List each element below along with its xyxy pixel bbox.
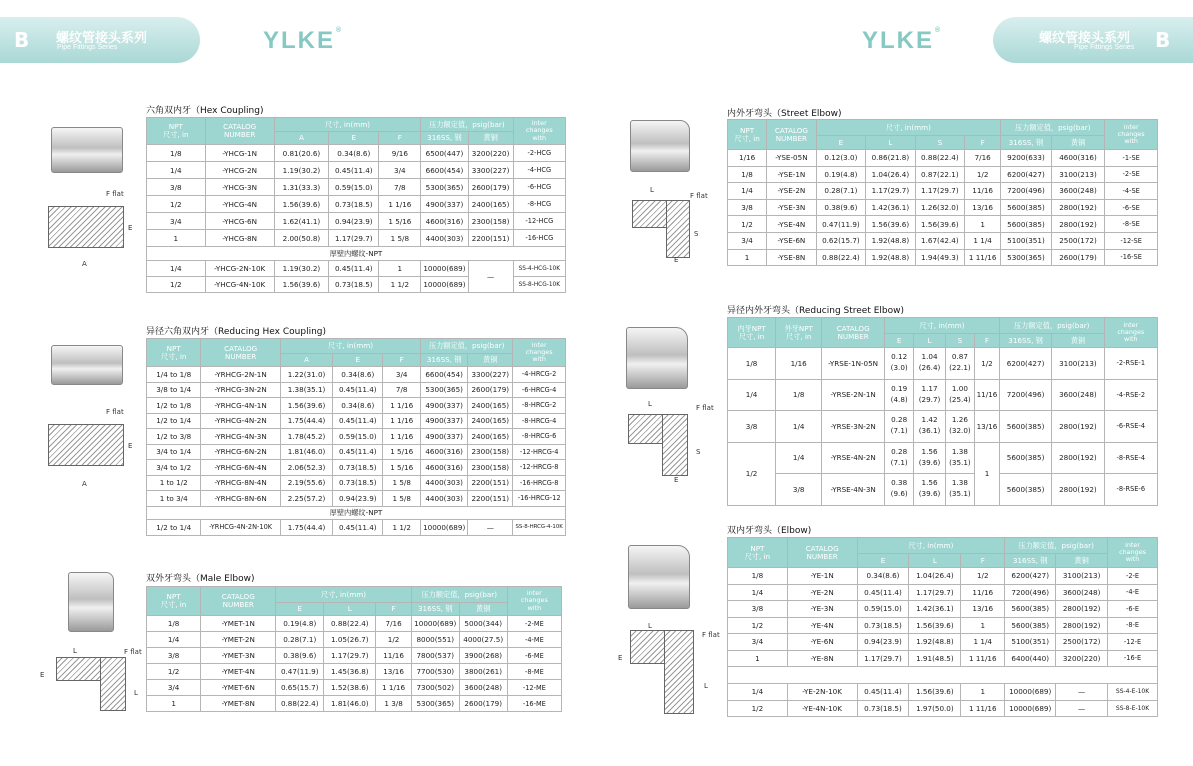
table-row: 1/8 -YE-1N 0.34(8.6) 1.04(26.4) 1/2 6200(427) 3100(213) -2-E	[728, 568, 1158, 585]
header-right-tab	[993, 17, 1193, 63]
table-row: 1/4 -YE-2N-10K 0.45(11.4) 1.56(39.6) 1 10000(689) — SS-4-E-10K	[728, 684, 1158, 701]
elbow-table: NPT 尺寸, in CATALOG NUMBER 尺寸, in(mm) 压力额定值，psig(bar) inter changes with E L F 316SS, 钢 黄铜 1/8 -YE-1N 0.34(8.6) 1.04(26.4) 1/2 6200(427) 3100(213) -2-E 1/4 -YE-2N 0.45(11.4) 1.17(29.7) 11/16 7200(496) 3600(248) -4-E 3/8 -YE-3N 0.59(15.0) 1.42(36.1) 13/16 5600(385) 2800(192) -6-E 1/2 -YE-4N 0.73(18.5) 1.56(39.6) 1 5600(385) 2800(192) -8-E 3/4 -YE-6N 0.94(23.9) 1.92(48.8) 1 1/4 5100(351) 2500(172) -12-E 1 -YE-8N 1.17(29.7) 1.91(48.5) 1 11/16 6400(440) 3200(220) -16-E 1/4 -YE-2N-10K 0.45(11.4) 1.56(39.6) 1 10000(689) — SS-4-E-10K 1/2 -YE-4N-10K 0.73(18.5) 1.97(50.0) 1 11/16 10000(689) — SS-8-E-10K	[727, 537, 1158, 717]
table-row: 1/4 1/8 -YRSE-2N-1N 0.19 (4.8) 1.17 (29.7) 1.00 (25.4) 11/16 7200(496) 3600(248) -4-RSE-2	[728, 379, 1158, 411]
brand-logo-right: YLKE®	[862, 27, 943, 54]
table-row: 1/4 -YHCG-2N 1.19(30.2) 0.45(11.4) 3/4 6600(454) 3300(227) -4-HCG	[147, 162, 566, 179]
table-row: 1/2 to 1/4 -YRHCG-4N-2N-10K 1.75(44.4) 0.45(11.4) 1 1/2 10000(689) — SS-8-HRCG-4-10K	[147, 519, 566, 535]
street-elbow-drawing: F flat L S E	[626, 184, 726, 266]
table-row: 1 to 1/2 -YRHCG-8N-4N 2.19(55.6) 0.73(18.5) 1 5/8 4400(303) 2200(151) -16-HRCG-8	[147, 475, 566, 491]
table-row: 3/4 -YE-6N 0.94(23.9) 1.92(48.8) 1 1/4 5100(351) 2500(172) -12-E	[728, 634, 1158, 651]
reducing-street-table: 内牙NPT 尺寸, in 外牙NPT 尺寸, in CATALOG NUMBER 尺寸, in(mm) 压力额定值，psig(bar) inter changes with E L S F 316SS, 钢 黄铜 1/8 1/16 -YRSE-1N-05N 0.12 (3.0) 1.04 (26.4) 0.87 (22.1) 1/2 6200(427) 3100(213) -2-RSE-1 1/4 1/8 -YRSE-2N-1N 0.19 (4.8) 1.17 (29.7) 1.00 (25.4) 11/16 7200(496) 3600(248) -4-RSE-2 3/8 1/4 -YRSE-3N-2N 0.28 (7.1) 1.42 (36.1) 1.26 (32.0) 13/16 5600(385) 2800(192) -6-RSE-4 1/2 1/4 -YRSE-4N-2N 0.28 (7.1) 1.56 (39.6) 1.38 (35.1) 1 5600(385) 2800(192) -8-RSE-4 3/8 -YRSE-4N-3N 0.38 (9.6) 1.56 (39.6) 1.38 (35.1) 5600(385) 2800(192) -8-RSE-6	[727, 317, 1158, 506]
subheading-heavy-wall: 厚壁内螺纹-NPT	[147, 506, 566, 519]
reducing-street-drawing: F flat L S E	[622, 398, 728, 486]
table-row: 3/8 -YRSE-4N-3N 0.38 (9.6) 1.56 (39.6) 1.38 (35.1) 5600(385) 2800(192) -8-RSE-6	[728, 474, 1158, 506]
table-row: 3/8 to 1/4 -YRHCG-3N-2N 1.38(35.1) 0.45(11.4) 7/8 5300(365) 2600(179) -6-HRCG-4	[147, 382, 566, 398]
table-row: 3/8 1/4 -YRSE-3N-2N 0.28 (7.1) 1.42 (36.1) 1.26 (32.0) 13/16 5600(385) 2800(192) -6-RSE-4	[728, 411, 1158, 443]
subheading-heavy-wall: 厚壁内螺纹-NPT	[147, 247, 566, 261]
table-row: 1 -YE-8N 1.17(29.7) 1.91(48.5) 1 11/16 6400(440) 3200(220) -16-E	[728, 650, 1158, 667]
hex-coupling-table: NPT 尺寸, in CATALOG NUMBER 尺寸, in(mm) 压力额定值，psig(bar) inter changes with A E F 316SS, 钢 黄铜 1/8 -YHCG-1N 0.81(20.6) 0.34(8.6) 9/16 6500(447) 3200(220) -2-HCG 1/4 -YHCG-2N 1.19(30.2) 0.45(11.4) 3/4 6600(454) 3300(227) -4-HCG 3/8 -YHCG-3N 1.31(33.3) 0.59(15.0) 7/8 5300(365) 2600(179) -6-HCG 1/2 -YHCG-4N 1.56(39.6) 0.73(18.5) 1 1/16 4900(337) 2400(165) -8-HCG 3/4 -YHCG-6N 1.62(41.1) 0.94(23.9) 1 5/16 4600(316) 2300(158) -12-HCG 1 -YHCG-8N 2.00(50.8) 1.17(29.7) 1 5/8 4400(303) 2200(151) -16-HCG 厚壁内螺纹-NPT 1/4 -YHCG-2N-10K 1.19(30.2) 0.45(11.4) 1 10000(689) — SS-4-HCG-10K 1/2 -YHCG-4N-10K 1.56(39.6) 0.73(18.5) 1 1/2 10000(689) SS-8-HCG-10K	[146, 117, 566, 293]
table-row: 3/4 -YHCG-6N 1.62(41.1) 0.94(23.9) 1 5/16 4600(316) 2300(158) -12-HCG	[147, 213, 566, 230]
reducing-hex-table: NPT 尺寸, in CATALOG NUMBER 尺寸, in(mm) 压力额定值，psig(bar) inter changes with A E F 316SS, 钢 黄铜 1/4 to 1/8 -YRHCG-2N-1N 1.22(31.0) 0.34(8.6) 3/4 6600(454) 3300(227) -4-HRCG-2 3/8 to 1/4 -YRHCG-3N-2N 1.38(35.1) 0.45(11.4) 7/8 5300(365) 2600(179) -6-HRCG-4 1/2 to 1/8 -YRHCG-4N-1N 1.56(39.6) 0.34(8.6) 1 1/16 4900(337) 2400(165) -8-HRCG-2 1/2 to 1/4 -YRHCG-4N-2N 1.75(44.4) 0.45(11.4) 1 1/16 4900(337) 2400(165) -8-HRCG-4 1/2 to 3/8 -YRHCG-4N-3N 1.78(45.2) 0.59(15.0) 1 1/16 4900(337) 2400(165) -8-HRCG-6 3/4 to 1/4 -YRHCG-6N-2N 1.81(46.0) 0.45(11.4) 1 5/16 4600(316) 2300(158) -12-HRCG-4 3/4 to 1/2 -YRHCG-6N-4N 2.06(52.3) 0.73(18.5) 1 5/16 4600(316) 2300(158) -12-HRCG-8 1 to 1/2 -YRHCG-8N-4N 2.19(55.6) 0.73(18.5) 1 5/8 4400(303) 2200(151) -16-HRCG-8 1 to 3/4 -YRHCG-8N-6N 2.25(57.2) 0.94(23.9) 1 5/8 4400(303) 2200(151) -16-HRCG-12 厚壁内螺纹-NPT 1/2 to 1/4 -YRHCG-4N-2N-10K 1.75(44.4) 0.45(11.4) 1 1/2 10000(689) — SS-8-HRCG-4-10K	[146, 338, 566, 536]
brand-logo-left: YLKE®	[263, 27, 344, 54]
spacer-row	[728, 667, 1158, 684]
table-row: 3/4 to 1/4 -YRHCG-6N-2N 1.81(46.0) 0.45(11.4) 1 5/16 4600(316) 2300(158) -12-HRCG-4	[147, 444, 566, 460]
table-row: 1/2 -YSE-4N 0.47(11.9) 1.56(39.6) 1.56(39.6) 1 5600(385) 2800(192) -8-SE	[728, 216, 1158, 233]
hex-coupling-photo	[51, 127, 123, 173]
table-row: 3/8 -YE-3N 0.59(15.0) 1.42(36.1) 13/16 5600(385) 2800(192) -6-E	[728, 601, 1158, 618]
table-row: 1 -YSE-8N 0.88(22.4) 1.92(48.8) 1.94(49.3) 1 11/16 5300(365) 2600(179) -16-SE	[728, 249, 1158, 266]
table-row: 3/4 to 1/2 -YRHCG-6N-4N 2.06(52.3) 0.73(18.5) 1 5/16 4600(316) 2300(158) -12-HRCG-8	[147, 460, 566, 476]
table-row: 1/4 -YE-2N 0.45(11.4) 1.17(29.7) 11/16 7200(496) 3600(248) -4-E	[728, 584, 1158, 601]
table-row: 1/2 1/4 -YRSE-4N-2N 0.28 (7.1) 1.56 (39.6) 1.38 (35.1) 1 5600(385) 2800(192) -8-RSE-4	[728, 442, 1158, 474]
table-row: 3/8 -YSE-3N 0.38(9.6) 1.42(36.1) 1.26(32.0) 13/16 5600(385) 2800(192) -6-SE	[728, 199, 1158, 216]
table-row: 1 to 3/4 -YRHCG-8N-6N 2.25(57.2) 0.94(23.9) 1 5/8 4400(303) 2200(151) -16-HRCG-12	[147, 491, 566, 507]
table-row: 1/2 to 3/8 -YRHCG-4N-3N 1.78(45.2) 0.59(15.0) 1 1/16 4900(337) 2400(165) -8-HRCG-6	[147, 429, 566, 445]
series-title-en: Pipe Fittings Series	[57, 44, 118, 51]
table-row: 1/8 -YSE-1N 0.19(4.8) 1.04(26.4) 0.87(22.1) 1/2 6200(427) 3100(213) -2-SE	[728, 166, 1158, 183]
table-row: 1/2 -YMET-4N 0.47(11.9) 1.45(36.8) 13/16 7700(530) 3800(261) -8-ME	[147, 664, 562, 680]
table-row: 3/8 -YHCG-3N 1.31(33.3) 0.59(15.0) 7/8 5300(365) 2600(179) -6-HCG	[147, 179, 566, 196]
table-row: 1/4 to 1/8 -YRHCG-2N-1N 1.22(31.0) 0.34(8.6) 3/4 6600(454) 3300(227) -4-HRCG-2	[147, 367, 566, 383]
table-row: 1/8 1/16 -YRSE-1N-05N 0.12 (3.0) 1.04 (26.4) 0.87 (22.1) 1/2 6200(427) 3100(213) -2-RSE-1	[728, 348, 1158, 380]
table-row: 1/4 -YMET-2N 0.28(7.1) 1.05(26.7) 1/2 8000(551) 4000(27.5) -4-ME	[147, 632, 562, 648]
header-left-tab	[0, 17, 200, 63]
section-title-male-elbow: 双外牙弯头（Male Elbow)	[146, 574, 255, 584]
table-row: 1/8 -YHCG-1N 0.81(20.6) 0.34(8.6) 9/16 6500(447) 3200(220) -2-HCG	[147, 145, 566, 162]
elbow-photo	[628, 545, 690, 609]
table-row: 1/2 -YE-4N-10K 0.73(18.5) 1.97(50.0) 1 11/16 10000(689) — SS-8-E-10K	[728, 700, 1158, 717]
section-title-reducing-street-elbow: 异径内外牙弯头（Reducing Street Elbow)	[727, 306, 905, 316]
hex-coupling-drawing: F flat E A	[40, 190, 140, 270]
table-row: 1/2 to 1/4 -YRHCG-4N-2N 1.75(44.4) 0.45(11.4) 1 1/16 4900(337) 2400(165) -8-HRCG-4	[147, 413, 566, 429]
series-title-en: Pipe Fittings Series	[1074, 44, 1135, 51]
reducing-hex-drawing: F flat E A	[40, 406, 140, 490]
male-elbow-drawing: F flat L E L	[38, 645, 148, 715]
table-row: 1 -YMET-8N 0.88(22.4) 1.81(46.0) 1 3/8 5300(365) 2600(179) -16-ME	[147, 696, 562, 712]
table-row: 1/4 -YSE-2N 0.28(7.1) 1.17(29.7) 1.17(29.7) 11/16 7200(496) 3600(248) -4-SE	[728, 183, 1158, 200]
section-title-hex-coupling: 六角双内牙（Hex Coupling)	[146, 106, 264, 116]
table-row: 3/4 -YSE-6N 0.62(15.7) 1.92(48.8) 1.67(42.4) 1 1/4 5100(351) 2500(172) -12-SE	[728, 232, 1158, 249]
table-row: 1/8 -YMET-1N 0.19(4.8) 0.88(22.4) 7/16 10000(689) 5000(344) -2-ME	[147, 616, 562, 632]
table-row: 1/2 to 1/8 -YRHCG-4N-1N 1.56(39.6) 0.34(8.6) 1 1/16 4900(337) 2400(165) -8-HRCG-2	[147, 398, 566, 414]
male-elbow-photo	[68, 572, 114, 632]
series-title-cn: 螺纹管接头系列	[56, 31, 148, 46]
section-letter: B	[1155, 28, 1171, 52]
table-row: 1/4 -YHCG-2N-10K 1.19(30.2) 0.45(11.4) 1 10000(689) — SS-4-HCG-10K	[147, 261, 566, 277]
street-elbow-photo	[630, 120, 690, 172]
male-elbow-table: NPT 尺寸, in CATALOG NUMBER 尺寸, in(mm) 压力额定值，psig(bar) inter changes with E L F 316SS, 钢 黄铜 1/8 -YMET-1N 0.19(4.8) 0.88(22.4) 7/16 10000(689) 5000(344) -2-ME 1/4 -YMET-2N 0.28(7.1) 1.05(26.7) 1/2 8000(551) 4000(27.5) -4-ME 3/8 -YMET-3N 0.38(9.6) 1.17(29.7) 11/16 7800(537) 3900(268) -6-ME 1/2 -YMET-4N 0.47(11.9) 1.45(36.8) 13/16 7700(530) 3800(261) -8-ME 3/4 -YMET-6N 0.65(15.7) 1.52(38.6) 1 1/16 7300(502) 3600(248) -12-ME 1 -YMET-8N 0.88(22.4) 1.81(46.0) 1 3/8 5300(365) 2600(179) -16-ME	[146, 586, 562, 712]
section-title-street-elbow: 内外牙弯头（Street Elbow)	[727, 109, 842, 119]
table-row: 1/2 -YHCG-4N 1.56(39.6) 0.73(18.5) 1 1/16 4900(337) 2400(165) -8-HCG	[147, 196, 566, 213]
street-elbow-table: NPT 尺寸, in CATALOG NUMBER 尺寸, in(mm) 压力额定值，psig(bar) inter changes with E L S F 316SS, 钢 黄铜 1/16 -YSE-05N 0.12(3.0) 0.86(21.8) 0.88(22.4) 7/16 9200(633) 4600(316) -1-SE 1/8 -YSE-1N 0.19(4.8) 1.04(26.4) 0.87(22.1) 1/2 6200(427) 3100(213) -2-SE 1/4 -YSE-2N 0.28(7.1) 1.17(29.7) 1.17(29.7) 11/16 7200(496) 3600(248) -4-SE 3/8 -YSE-3N 0.38(9.6) 1.42(36.1) 1.26(32.0) 13/16 5600(385) 2800(192) -6-SE 1/2 -YSE-4N 0.47(11.9) 1.56(39.6) 1.56(39.6) 1 5600(385) 2800(192) -8-SE 3/4 -YSE-6N 0.62(15.7) 1.92(48.8) 1.67(42.4) 1 1/4 5100(351) 2500(172) -12-SE 1 -YSE-8N 0.88(22.4) 1.92(48.8) 1.94(49.3) 1 11/16 5300(365) 2600(179) -16-SE	[727, 119, 1158, 266]
table-row: 1/16 -YSE-05N 0.12(3.0) 0.86(21.8) 0.88(22.4) 7/16 9200(633) 4600(316) -1-SE	[728, 150, 1158, 167]
table-row: 1 -YHCG-8N 2.00(50.8) 1.17(29.7) 1 5/8 4400(303) 2200(151) -16-HCG	[147, 230, 566, 247]
series-title-cn: 螺纹管接头系列	[1039, 31, 1131, 46]
table-row: 3/4 -YMET-6N 0.65(15.7) 1.52(38.6) 1 1/16 7300(502) 3600(248) -12-ME	[147, 680, 562, 696]
section-letter: B	[14, 28, 30, 52]
table-row: 1/2 -YE-4N 0.73(18.5) 1.56(39.6) 1 5600(385) 2800(192) -8-E	[728, 617, 1158, 634]
section-title-elbow: 双内牙弯头（Elbow)	[727, 526, 812, 536]
section-title-reducing-hex: 异径六角双内牙（Reducing Hex Coupling)	[146, 327, 327, 337]
table-row: 1/2 -YHCG-4N-10K 1.56(39.6) 0.73(18.5) 1 1/2 10000(689) SS-8-HCG-10K	[147, 277, 566, 293]
table-row: 3/8 -YMET-3N 0.38(9.6) 1.17(29.7) 11/16 7800(537) 3900(268) -6-ME	[147, 648, 562, 664]
reducing-street-photo	[626, 327, 688, 389]
reducing-hex-photo	[51, 345, 123, 385]
elbow-drawing: F flat E L L	[618, 622, 726, 718]
